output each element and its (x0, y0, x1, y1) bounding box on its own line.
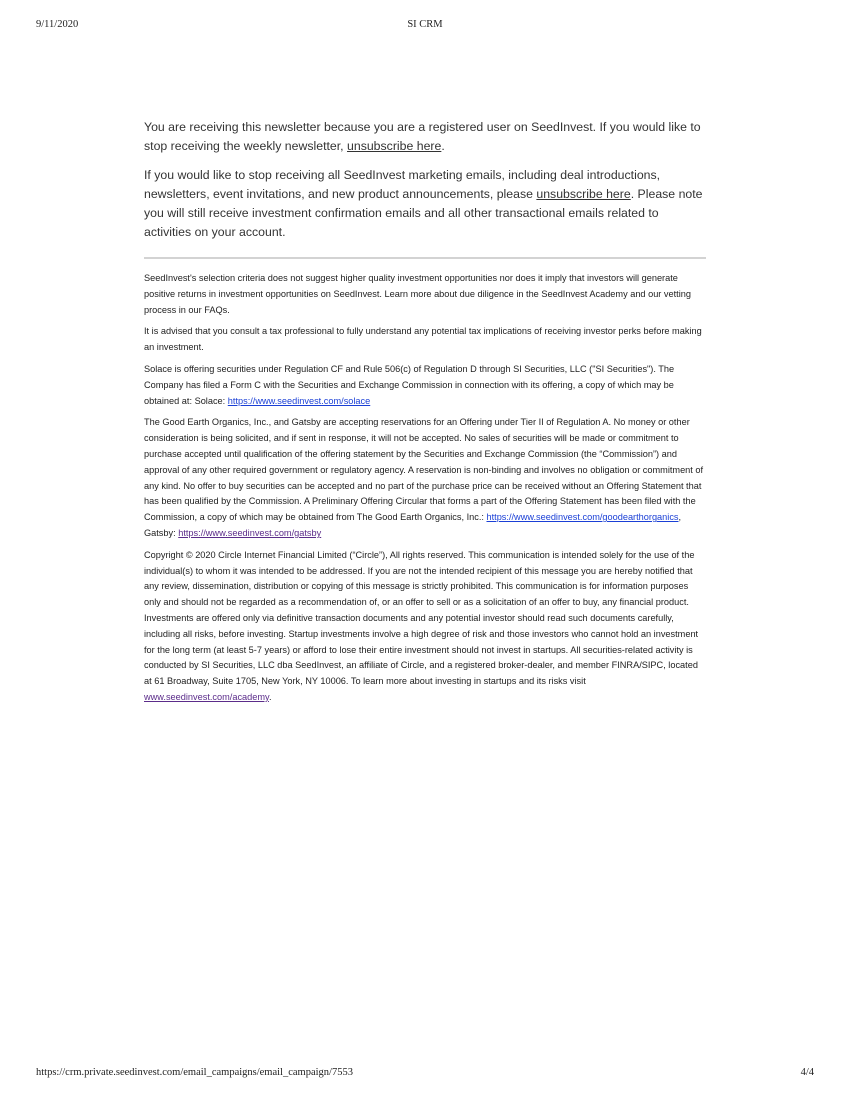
marketing-notice-end: . Please note you will still receive investment confirmation emails and all other transactional emails related to activities on your account. (144, 187, 703, 239)
print-title: SI CRM (407, 19, 443, 30)
newsletter-notice-text: You are receiving this newsletter because you are a registered user on SeedInvest. If you would like to stop receiving the weekly newsletter, (144, 120, 701, 153)
newsletter-notice (144, 118, 706, 156)
unsubscribe-newsletter-link[interactable]: unsubscribe here (347, 139, 442, 153)
gatsby-label: , Gatsby: (144, 512, 682, 538)
reg-a-disclaimer (144, 415, 706, 541)
academy-link[interactable]: www.seedinvest.com/academy (144, 691, 269, 702)
solace-disclaimer (144, 362, 706, 409)
marketing-notice-text: If you would like to stop receiving all SeedInvest marketing emails, including deal introductions, newsletters, event invitations, and new product announcements, please (144, 168, 661, 201)
reg-a-disclaimer-text: The Good Earth Organics, Inc., and Gatsby are accepting reservations for an Offering under Tier II of Regulation A. No money or other consideration is being solicited, and if sent in response, it will not be accepted. No sales of securities will be made or commitment to purchase accepted until qualification of the offering statement by the Securities and Exchange Commission (the “Commission”) and approval of any other required government or regulatory agency. A reservation is non-binding and involves no obligation or commitment of any kind. No offer to buy securities can be accepted and no part of the purchase price can be received without an Offering Statement that has been qualified by the Commission. A Preliminary Offering Circular that forms a part of the Offering Statement has been filed with the Commission, a copy of which may be obtained from The Good Earth Organics, Inc.: (144, 417, 704, 523)
gatsby-link[interactable]: https://www.seedinvest.com/gatsby (178, 527, 322, 538)
copyright-end: . (268, 691, 272, 702)
solace-disclaimer-text: Solace is offering securities under Regulation CF and Rule 506(c) of Regulation D through SI Securities, LLC ("SI Securities"). The Company has filed a Form C with the Securities and Exchange Commission in connection with its offering, a copy of which may be obtained at: Solace: (144, 363, 675, 406)
copyright-notice (144, 548, 706, 706)
section-divider (144, 257, 706, 259)
print-url: https://crm.private.seedinvest.com/email_campaigns/email_campaign/7553 (36, 1067, 353, 1078)
newsletter-notice-end: . (441, 139, 445, 153)
marketing-notice (144, 166, 706, 242)
print-date: 9/11/2020 (36, 19, 79, 30)
tax-disclaimer: It is advised that you consult a tax professional to fully understand any potential tax implications of receiving investor perks before making an investment. (144, 326, 702, 353)
goodearth-link[interactable]: https://www.seedinvest.com/goodearthorganics (486, 512, 679, 523)
unsubscribe-all-link[interactable]: unsubscribe here (536, 187, 631, 201)
page-number: 4/4 (800, 1067, 814, 1078)
copyright-text: Copyright © 2020 Circle Internet Financial Limited (“Circle”), All rights reserved. This communication is intended solely for the use of the individual(s) to whom it was intended to be addressed. If you are not the intended recipient of this message you are hereby notified that any review, dissemination, distribution or copying of this message is strictly prohibited. This communication is for information purposes only and should not be regarded as a recommendation of, or an offer to sell or as a solicitation of an offer to buy, any financial product. Investments are offered only via definitive transaction documents and any potential investor should read such documents carefully, including all risks, before investing. Startup investments involve a high degree of risk and those investors who cannot hold an investment for the long term (at least 5-7 years) or afford to lose their entire investment should not invest in startups. All securities-related activity is conducted by SI Securities, LLC dba SeedInvest, an affiliate of Circle, and a registered broker-dealer, and member FINRA/SIPC, located at 61 Broadway, Suite 1705, New York, NY 10006. To learn more about investing in startups and its risks visit (144, 549, 699, 687)
selection-criteria-disclaimer: SeedInvest's selection criteria does not suggest higher quality investment opportunities nor does it imply that investors will generate positive returns in investment opportunities on SeedInvest. Learn more about due diligence in the SeedInvest Academy and our vetting process in our FAQs. (144, 273, 691, 315)
email-body (144, 118, 706, 712)
solace-link[interactable]: https://www.seedinvest.com/solace (227, 395, 371, 406)
